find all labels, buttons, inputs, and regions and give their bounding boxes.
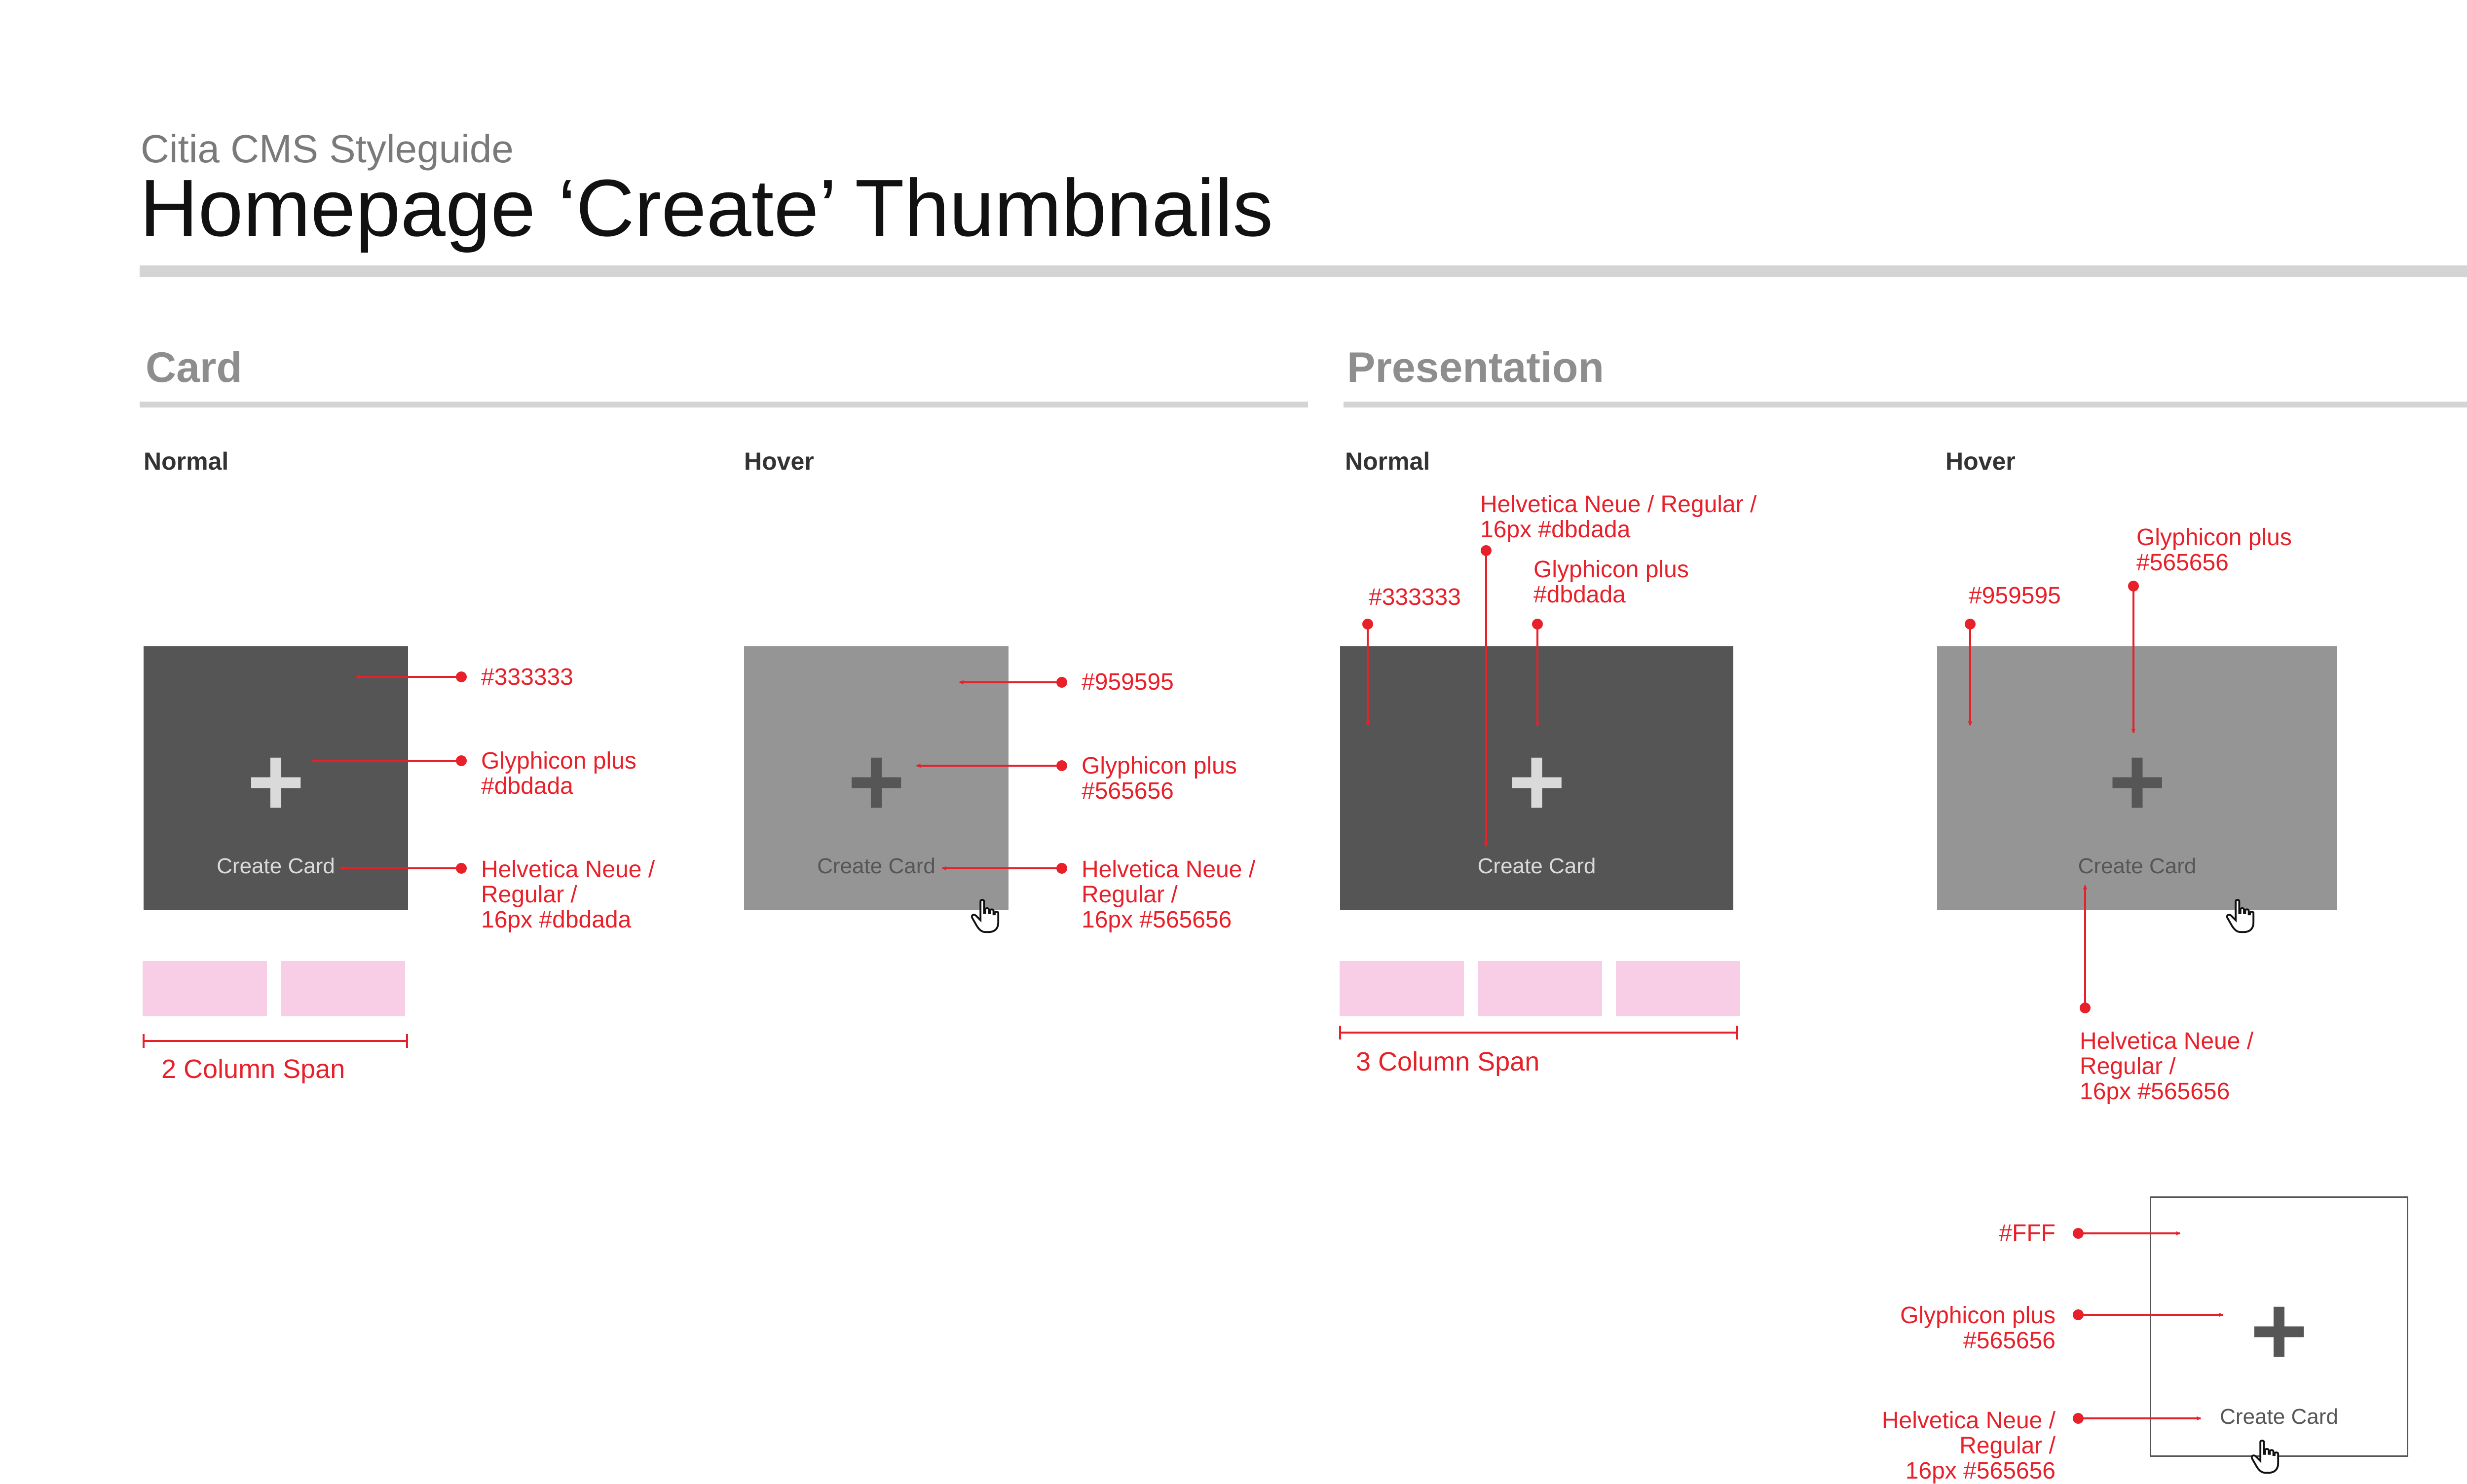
span-label-2-column: 2 Column Span	[161, 1054, 345, 1084]
state-label-presentation-normal: Normal	[1345, 447, 1430, 475]
section-divider-presentation	[1344, 402, 2467, 408]
page-title: Homepage ‘Create’ Thumbnails	[140, 163, 1273, 253]
plus-icon: +	[247, 727, 305, 837]
leader-dot	[2080, 1002, 2091, 1013]
leader-dot	[2073, 1228, 2084, 1239]
annotation-bg-color: #333333	[481, 664, 573, 690]
annotation-bg-color: #FFF	[1999, 1220, 2056, 1246]
create-card-label: Create Card	[1477, 854, 1596, 878]
state-label-presentation-hover: Hover	[1945, 447, 2016, 475]
annotation-glyph: Glyphicon plus #565656	[1900, 1302, 2056, 1354]
annotation-font: Helvetica Neue / Regular / 16px #565656	[1881, 1408, 2056, 1484]
leader-dot	[1532, 619, 1543, 630]
column-block	[281, 961, 405, 1016]
create-card-thumbnail-white[interactable]	[2150, 1196, 2408, 1457]
annotation-font: Helvetica Neue / Regular / 16px #dbdada	[481, 856, 655, 933]
span-label-3-column: 3 Column Span	[1356, 1047, 1540, 1076]
annotation-bg-color: #959595	[1082, 669, 1174, 695]
create-card-thumbnail-hover[interactable]	[744, 646, 1009, 910]
create-card-label: Create Card	[2078, 854, 2197, 878]
leader-dot	[1056, 863, 1067, 874]
leader-dot	[2073, 1309, 2084, 1320]
leader-dot	[1056, 760, 1067, 771]
plus-icon: +	[2250, 1276, 2308, 1386]
section-heading-card: Card	[146, 344, 242, 391]
state-label-card-normal: Normal	[144, 447, 229, 475]
leader-dot	[1965, 619, 1976, 630]
column-block	[1340, 961, 1464, 1016]
create-card-label: Create Card	[2220, 1405, 2338, 1429]
create-card-thumbnail-normal[interactable]	[144, 646, 408, 910]
column-block	[1478, 961, 1602, 1016]
leader-dot	[456, 755, 467, 766]
annotation-font: Helvetica Neue / Regular / 16px #dbdada	[1480, 491, 1757, 543]
annotation-bg-color: #959595	[1969, 583, 2061, 609]
leader-dot	[2128, 581, 2139, 592]
plus-icon: +	[847, 727, 905, 837]
section-heading-presentation: Presentation	[1347, 344, 1604, 391]
annotation-bg-color: #333333	[1369, 584, 1461, 610]
column-block	[143, 961, 267, 1016]
leader-dot	[1481, 545, 1492, 556]
annotation-glyph: Glyphicon plus #dbdada	[1533, 556, 1689, 608]
create-presentation-thumbnail-normal[interactable]	[1340, 646, 1733, 910]
leader-dot	[2073, 1413, 2084, 1424]
create-card-label: Create Card	[217, 854, 335, 878]
annotation-glyph: Glyphicon plus #565656	[2136, 524, 2292, 576]
leader-dot	[456, 863, 467, 874]
title-divider	[140, 265, 2467, 277]
state-label-card-hover: Hover	[744, 447, 814, 475]
plus-icon: +	[1508, 727, 1566, 837]
create-presentation-thumbnail-hover[interactable]	[1937, 646, 2337, 910]
leader-dot	[1056, 677, 1067, 688]
annotation-font: Helvetica Neue / Regular / 16px #565656	[2080, 1028, 2254, 1105]
annotation-font: Helvetica Neue / Regular / 16px #565656	[1082, 856, 1256, 933]
column-block	[1616, 961, 1740, 1016]
plus-icon: +	[2108, 727, 2166, 837]
create-card-label: Create Card	[817, 854, 935, 878]
subtitle: Citia CMS Styleguide	[141, 127, 514, 171]
leader-dot	[456, 671, 467, 682]
section-divider-card	[140, 402, 1308, 408]
annotation-glyph: Glyphicon plus #dbdada	[481, 748, 636, 799]
annotation-glyph: Glyphicon plus #565656	[1082, 753, 1237, 804]
leader-dot	[1362, 619, 1373, 630]
